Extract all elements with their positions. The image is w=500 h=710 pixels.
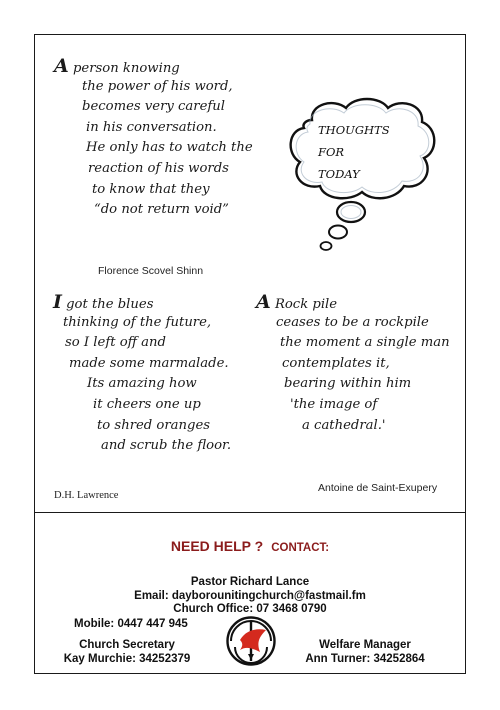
quote-line: 'the image of (290, 396, 378, 412)
cloud-line: FOR (318, 145, 345, 159)
quote-line: “do not return void” (94, 202, 229, 218)
welfare-manager-contact: Ann Turner: 34252864 (305, 653, 425, 665)
quote-saint-exupery (256, 292, 450, 436)
quote-line: Rock pile (270, 297, 338, 312)
quote-line: He only has to watch the (86, 140, 253, 156)
quote-line: to know that they (92, 181, 210, 197)
quote-line: it cheers one up (93, 396, 201, 412)
dropcap: A (54, 55, 69, 77)
quote-line: a cathedral.' (302, 417, 386, 433)
quote-author: Florence Scovel Shinn (98, 265, 204, 277)
cloud-line: TODAY (318, 167, 360, 181)
quote-author: D.H. Lawrence (54, 490, 119, 501)
quote-line: the power of his word, (82, 78, 233, 94)
quote-line: so I left off and (65, 335, 166, 351)
thought-cloud-icon (284, 94, 444, 254)
welfare-manager-title: Welfare Manager (319, 639, 411, 651)
church-office-phone: Church Office: 07 3468 0790 (173, 603, 327, 615)
need-help-heading (0, 538, 500, 554)
dropcap: A (256, 291, 271, 313)
need-help-title: NEED HELP ? (170, 538, 264, 554)
quote-line: bearing within him (284, 376, 412, 392)
mobile-number: Mobile: 0447 447 945 (74, 618, 188, 630)
quote-lawrence (53, 292, 231, 457)
quote-line: ceases to be a rockpile (276, 314, 429, 330)
quote-line: the moment a single man (280, 335, 450, 351)
contact-label: CONTACT: (271, 542, 330, 554)
quote-line: person knowing (68, 61, 180, 76)
uniting-church-logo-icon (226, 616, 276, 666)
quote-line: and scrub the floor. (101, 438, 232, 454)
quote-line: thinking of the future, (63, 314, 212, 330)
quote-line: reaction of his words (88, 160, 229, 176)
quote-line: made some marmalade. (69, 355, 229, 371)
cloud-line: THOUGHTS (318, 123, 390, 137)
quote-shinn (54, 56, 253, 221)
quote-line: to shred oranges (97, 417, 211, 433)
church-secretary-title: Church Secretary (79, 639, 175, 651)
church-secretary-contact: Kay Murchie: 34252379 (63, 653, 191, 665)
quote-line: contemplates it, (282, 355, 390, 371)
quote-line: becomes very careful (82, 99, 225, 115)
section-divider (34, 512, 466, 513)
quote-line: in his conversation. (86, 119, 217, 135)
email-address: Email: dayborounitingchurch@fastmail.fm (134, 590, 366, 602)
quote-line: got the blues (61, 297, 154, 312)
quote-author: Antoine de Saint-Exupery (318, 482, 438, 494)
quote-line: Its amazing how (87, 376, 197, 392)
pastor-name: Pastor Richard Lance (190, 576, 310, 588)
dropcap: I (53, 291, 62, 313)
